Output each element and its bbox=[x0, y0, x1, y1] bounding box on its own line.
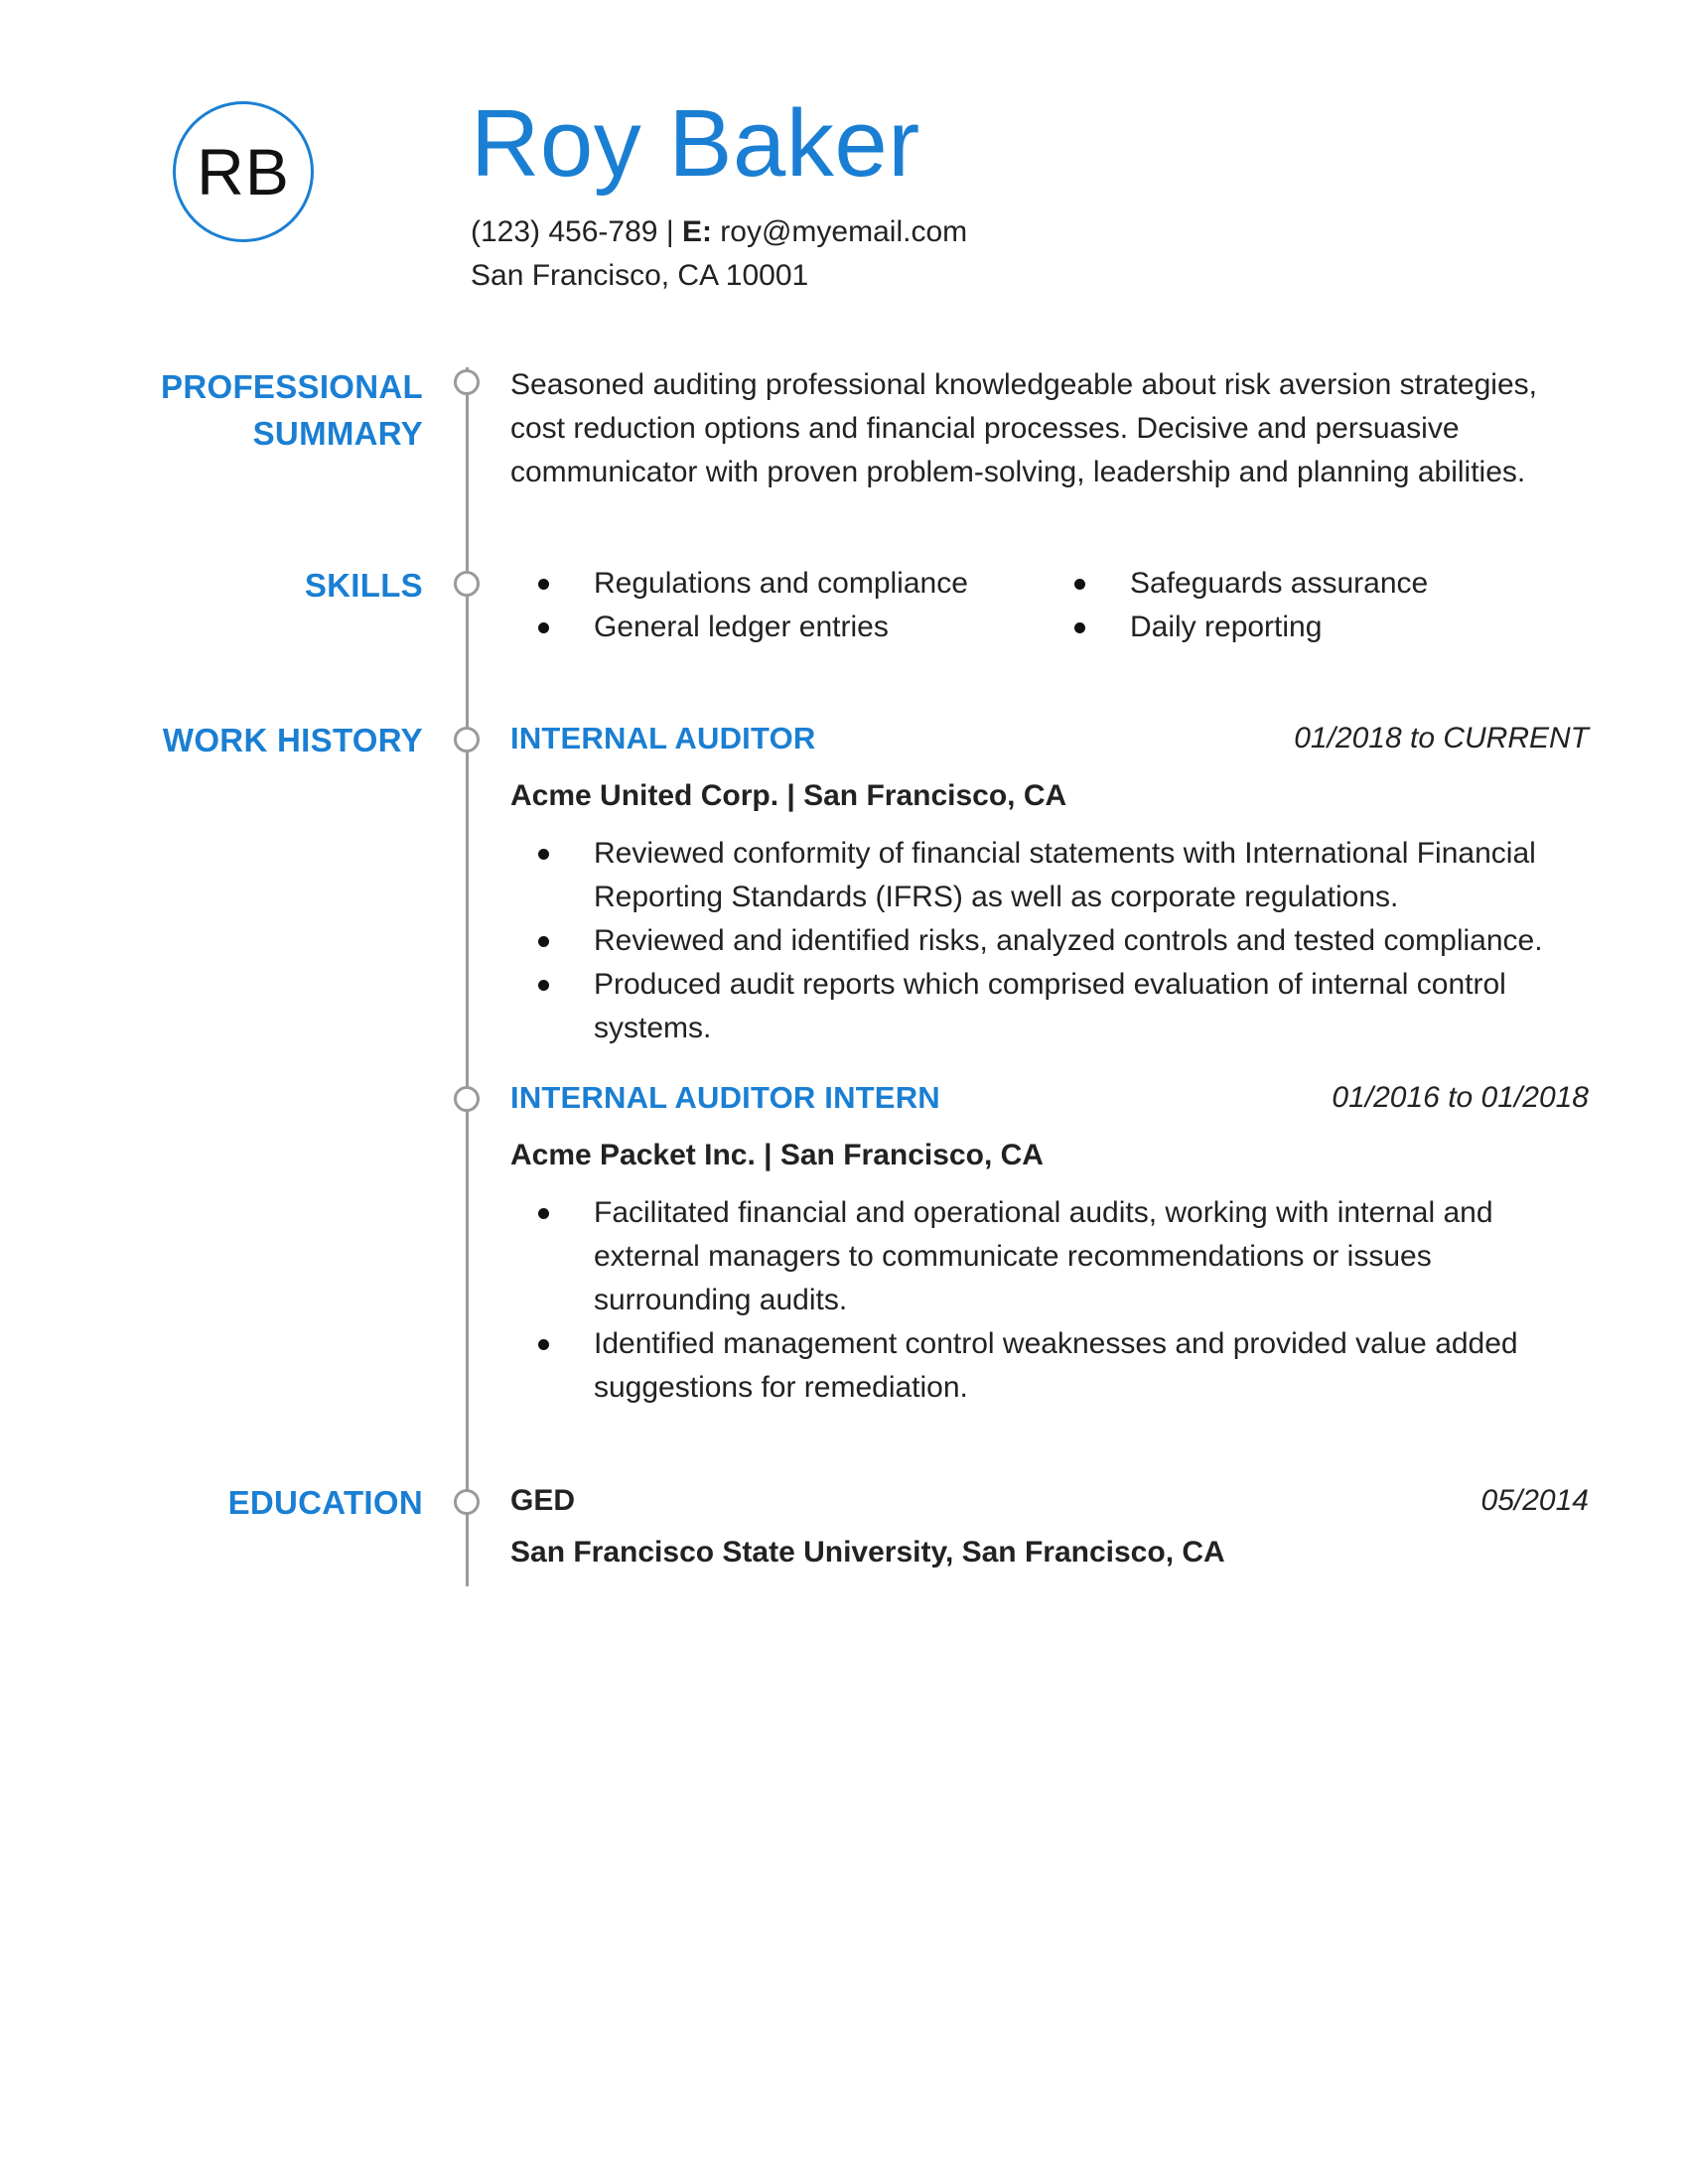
bullet-line: Identified management control weaknesses and provided value added bbox=[594, 1327, 1518, 1360]
location: San Francisco, CA 10001 bbox=[471, 259, 809, 292]
timeline-node-summary bbox=[454, 369, 480, 395]
skills-heading: SKILLS bbox=[304, 567, 423, 604]
bullet-line: Reviewed conformity of financial statements with International Financial bbox=[594, 837, 1536, 870]
bullet-line: external managers to communicate recommendations or issues bbox=[594, 1240, 1432, 1273]
timeline-line bbox=[466, 367, 469, 1586]
job-bullet bbox=[510, 963, 1589, 1050]
education-date: 05/2014 bbox=[1480, 1484, 1589, 1517]
job-bullets bbox=[510, 832, 1589, 1050]
job-employer: Acme United Corp. | San Francisco, CA bbox=[510, 779, 1067, 812]
skill-item: Regulations and compliance bbox=[510, 562, 1047, 606]
work-history-heading: WORK HISTORY bbox=[162, 722, 423, 758]
monogram-initials: RB bbox=[197, 135, 290, 208]
bullet-line: suggestions for remediation. bbox=[594, 1371, 968, 1404]
timeline-node-education bbox=[454, 1489, 480, 1515]
job-bullets bbox=[510, 1191, 1589, 1410]
contact-block bbox=[471, 210, 967, 298]
job-header bbox=[510, 717, 1589, 760]
skill-item: Safeguards assurance bbox=[1047, 562, 1583, 606]
bullet-line: systems. bbox=[594, 1012, 712, 1044]
job-title: INTERNAL AUDITOR bbox=[510, 721, 816, 755]
skill-item: Daily reporting bbox=[1047, 606, 1583, 649]
bullet-line: Reviewed and identified risks, analyzed controls and tested compliance. bbox=[594, 924, 1543, 957]
education-heading: EDUCATION bbox=[227, 1484, 423, 1521]
education-degree: GED bbox=[510, 1484, 576, 1517]
summary-heading-line2: SUMMARY bbox=[252, 415, 423, 452]
bullet-line: Produced audit reports which comprised evaluation of internal control bbox=[594, 968, 1506, 1001]
separator: | bbox=[665, 215, 674, 248]
job-entry bbox=[510, 1076, 1589, 1410]
job-dates: 01/2018 to CURRENT bbox=[1294, 722, 1589, 754]
summary-heading-line1: PROFESSIONAL bbox=[161, 368, 423, 405]
skills-list bbox=[510, 562, 1589, 649]
job-title: INTERNAL AUDITOR INTERN bbox=[510, 1080, 940, 1115]
skill-item: General ledger entries bbox=[510, 606, 1047, 649]
timeline-node-work-1 bbox=[454, 727, 480, 752]
summary-line: communicator with proven problem-solving, leadership and planning abilities. bbox=[510, 456, 1526, 488]
bullet-line: Facilitated financial and operational audits, working with internal and bbox=[594, 1196, 1493, 1229]
job-bullet bbox=[510, 1322, 1589, 1410]
job-entry bbox=[510, 717, 1589, 1050]
job-header bbox=[510, 1076, 1589, 1120]
job-bullet bbox=[510, 1191, 1589, 1322]
summary-line: cost reduction options and financial processes. Decisive and persuasive bbox=[510, 412, 1460, 445]
education-entry bbox=[510, 1479, 1589, 1574]
summary-heading bbox=[161, 363, 423, 457]
summary-line: Seasoned auditing professional knowledgeable about risk aversion strategies, bbox=[510, 368, 1537, 401]
timeline-node-skills bbox=[454, 571, 480, 597]
job-bullet bbox=[510, 832, 1589, 919]
summary-text bbox=[510, 363, 1589, 494]
timeline-node-work-2 bbox=[454, 1086, 480, 1112]
job-bullet bbox=[510, 919, 1589, 963]
education-header bbox=[510, 1479, 1589, 1523]
education-school: San Francisco State University, San Francisco, CA bbox=[510, 1536, 1225, 1569]
monogram-badge bbox=[173, 101, 314, 242]
bullet-line: surrounding audits. bbox=[594, 1284, 848, 1316]
candidate-name: Roy Baker bbox=[471, 90, 920, 197]
email-label: E: bbox=[681, 215, 712, 248]
job-employer: Acme Packet Inc. | San Francisco, CA bbox=[510, 1139, 1044, 1171]
bullet-line: Reporting Standards (IFRS) as well as corporate regulations. bbox=[594, 881, 1399, 913]
contact-line-1 bbox=[471, 210, 967, 254]
email: roy@myemail.com bbox=[720, 215, 968, 248]
phone: (123) 456-789 bbox=[471, 215, 658, 248]
job-dates: 01/2016 to 01/2018 bbox=[1332, 1081, 1589, 1114]
